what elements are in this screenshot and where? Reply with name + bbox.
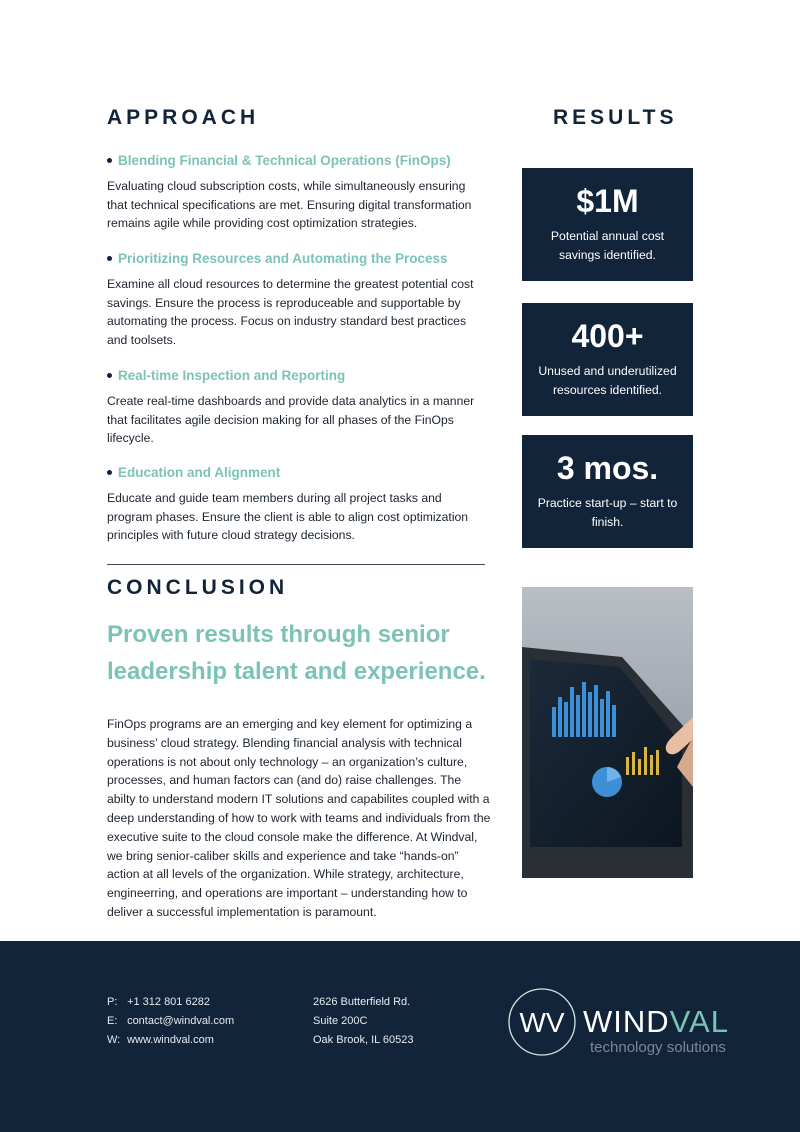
bullet-icon: [107, 373, 112, 378]
approach-item-title-text: Education and Alignment: [118, 465, 281, 480]
results-heading: RESULTS: [553, 106, 678, 129]
approach-item-title: [107, 368, 487, 383]
bullet-icon: [107, 158, 112, 163]
logo-subtitle: technology solutions: [590, 1039, 726, 1056]
contact-phone-key: P:: [107, 996, 118, 1008]
approach-item-title: [107, 465, 487, 480]
tablet-dashboard-photo: [522, 587, 693, 878]
result-value: $1M: [576, 183, 639, 219]
approach-item-title: [107, 153, 487, 168]
address-line: Oak Brook, IL 60523: [313, 1034, 414, 1046]
result-value: 400+: [571, 318, 644, 354]
result-card: [522, 168, 693, 281]
approach-item-body: Evaluating cloud subscription costs, while simultaneously ensuring that technical specifications are met. Ensuring digital transformation remains agile while providing cost optimization strategies.: [107, 179, 472, 231]
contact-email: [107, 1012, 234, 1031]
approach-item-body: Examine all cloud resources to determine the greatest potential cost savings. Ensure the process is reproduceable and supportable by automating the process. Focus on industry standard best practices and toolsets.: [107, 277, 474, 348]
section-divider: [107, 564, 485, 565]
approach-item: [107, 153, 487, 233]
footer-contact: [107, 993, 234, 1050]
bullet-icon: [107, 470, 112, 475]
footer-address: [313, 993, 414, 1050]
approach-item-title: [107, 251, 487, 266]
approach-item: [107, 368, 487, 448]
footer: [0, 941, 800, 1132]
contact-email-value[interactable]: contact@windval.com: [127, 1015, 235, 1027]
approach-item: [107, 465, 487, 545]
result-card: [522, 435, 693, 548]
contact-website: [107, 1031, 234, 1050]
approach-item-title-text: Prioritizing Resources and Automating the Process: [118, 251, 448, 266]
conclusion-heading: CONCLUSION: [107, 576, 289, 599]
result-description: Potential annual cost savings identified.: [550, 229, 665, 262]
logo-name: [583, 1004, 729, 1039]
contact-phone: [107, 993, 234, 1012]
approach-item-title-text: Real-time Inspection and Reporting: [118, 368, 346, 383]
result-description: Unused and underutilized resources identified.: [538, 364, 677, 397]
logo-mark: WV: [519, 1007, 565, 1038]
contact-phone-value[interactable]: +1 312 801 6282: [127, 996, 210, 1008]
photo-illustration: [522, 587, 693, 878]
logo-name-b: VAL: [669, 1004, 729, 1039]
result-card: [522, 303, 693, 416]
windval-logo: [507, 985, 747, 1060]
address-line: 2626 Butterfield Rd.: [313, 996, 411, 1008]
logo-name-a: WIND: [583, 1004, 670, 1039]
result-description: Practice start-up – start to finish.: [537, 496, 678, 529]
result-value: 3 mos.: [556, 450, 659, 486]
conclusion-body: FinOps programs are an emerging and key element for optimizing a business’ cloud strategy. Blending financial analysis with technical operations is not about only technology – an organization’s culture, processes, and human factors can (and do) raise challenges. The abilty to understand modern IT solutions and capabilites coupled with a deep understanding of how to work with teams and individuals from the executive suite to the cloud console make the difference. At Windval, we bring senior-caliber skills and experience and take “hands-on” action at all levels of the organization. While strategy, architecture, engineerring, and operations are important – understanding how to deliver a successful implementation is paramount.: [107, 717, 491, 919]
approach-item-body: Educate and guide team members during all project tasks and program phases. Ensure the client is able to align cost optimization principles with future cloud strategy decisions.: [107, 491, 469, 543]
approach-item-body: Create real-time dashboards and provide data analytics in a manner that facilitates agile decision making for all phases of the FinOps lifecycle.: [107, 394, 475, 446]
contact-email-key: E:: [107, 1015, 118, 1027]
approach-item-title-text: Blending Financial & Technical Operations (FinOps): [118, 153, 451, 168]
contact-website-key: W:: [107, 1034, 121, 1046]
approach-item: [107, 251, 487, 350]
address-line: Suite 200C: [313, 1015, 368, 1027]
bullet-icon: [107, 256, 112, 261]
approach-heading: APPROACH: [107, 106, 260, 129]
conclusion-tagline: Proven results through senior leadership talent and experience.: [107, 621, 486, 685]
contact-website-value[interactable]: www.windval.com: [127, 1034, 214, 1046]
